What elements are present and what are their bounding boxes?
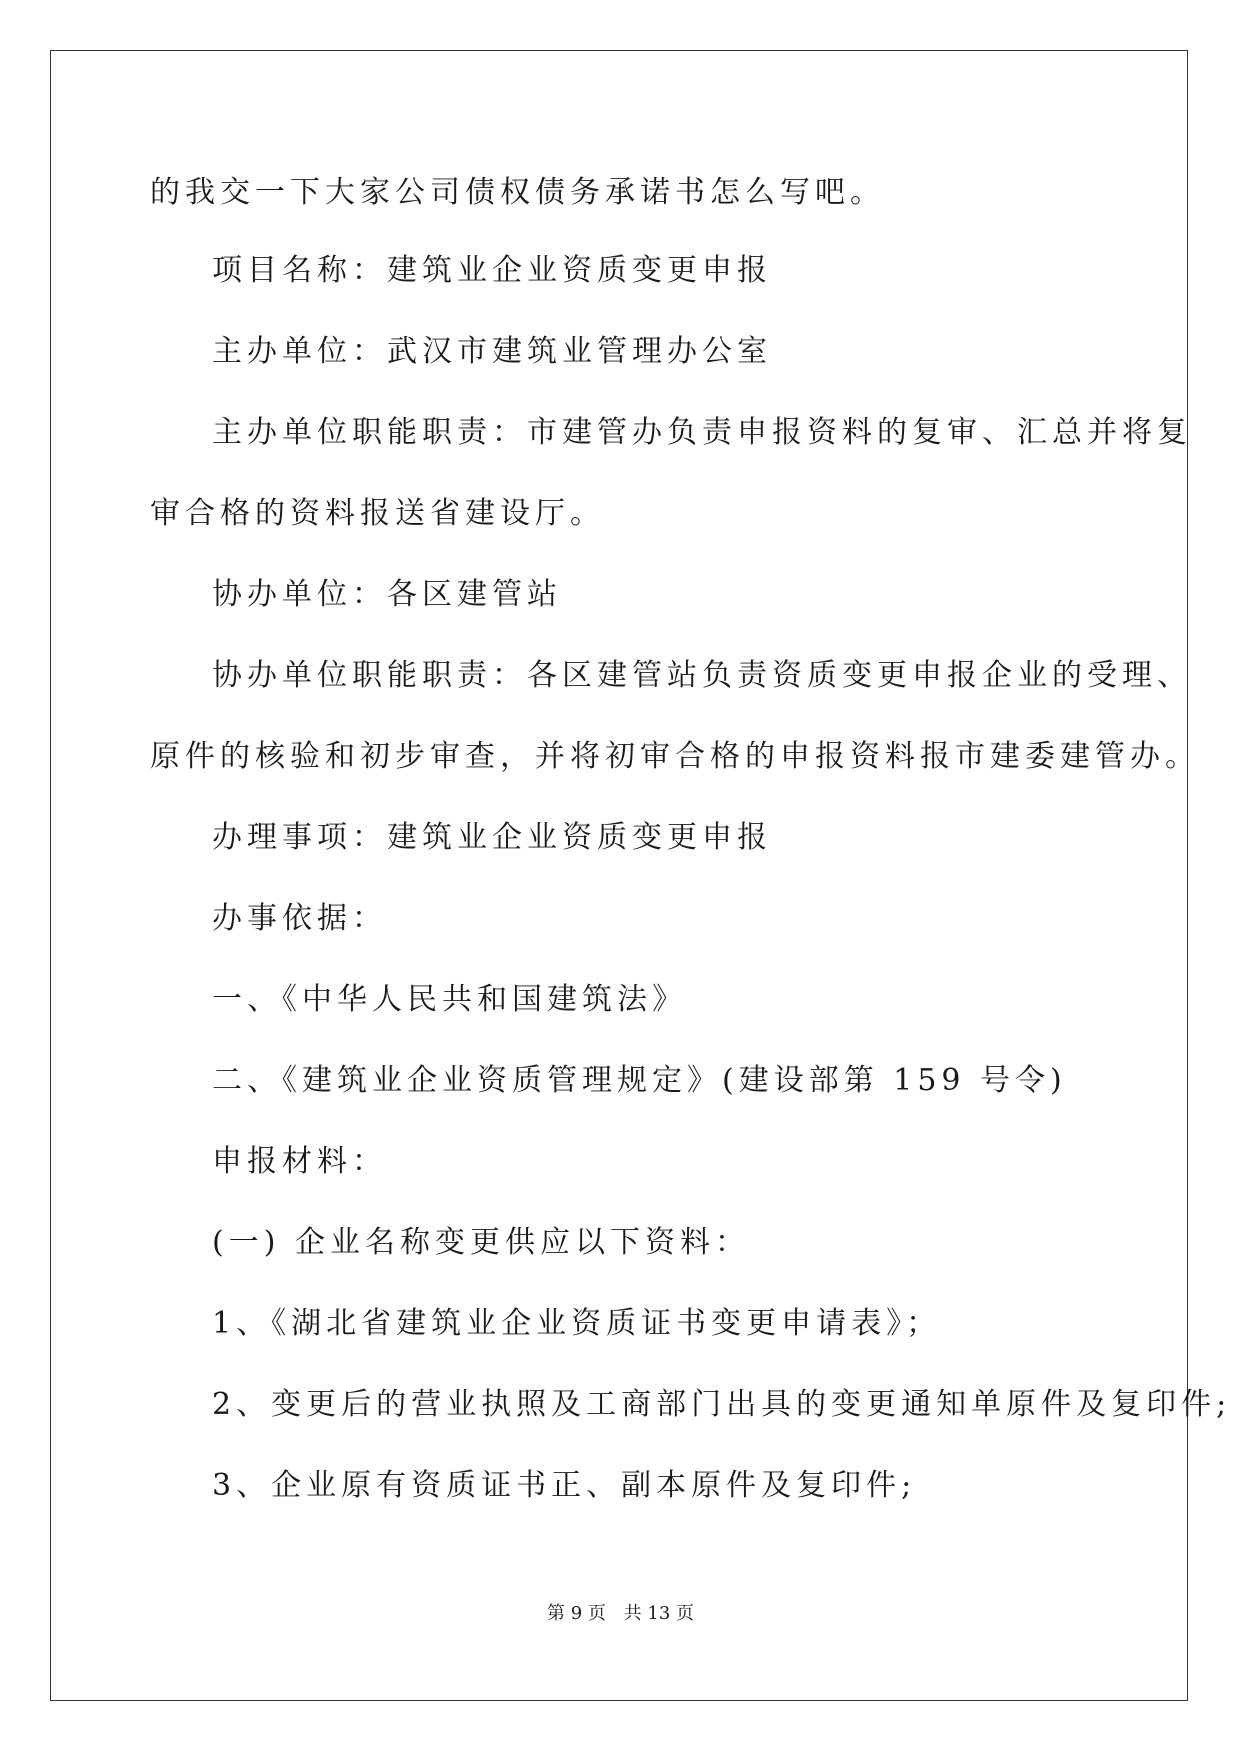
- paragraph-line: 申报材料：: [212, 1144, 387, 1179]
- paragraph-line: 审合格的资料报送省建设厅。: [150, 496, 605, 531]
- paragraph-line: 2、变更后的营业执照及工商部门出具的变更通知单原件及复印件;: [212, 1387, 1232, 1422]
- paragraph-line: 协办单位职能职责：各区建管站负责资质变更申报企业的受理、: [212, 658, 1192, 693]
- paragraph-line: 二、《建筑业企业资质管理规定》(建设部第 159 号令): [212, 1063, 1067, 1098]
- page-footer: [0, 1603, 1241, 1625]
- paragraph-line: 主办单位职能职责：市建管办负责申报资料的复审、汇总并将复: [212, 415, 1192, 450]
- page-number: 第 9 页: [547, 1603, 606, 1624]
- paragraph-line: (一) 企业名称变更供应以下资料：: [212, 1225, 750, 1260]
- page-border: [50, 50, 1188, 1701]
- paragraph-line: 办理事项：建筑业企业资质变更申报: [212, 820, 772, 855]
- paragraph-line: 一、《中华人民共和国建筑法》: [212, 982, 687, 1017]
- paragraph-line: 协办单位：各区建管站: [212, 577, 562, 612]
- page-total: 共 13 页: [623, 1603, 694, 1624]
- paragraph-line: 1、《湖北省建筑业企业资质证书变更申请表》；: [212, 1306, 942, 1341]
- paragraph-line: 办事依据：: [212, 901, 387, 936]
- paragraph-line: 项目名称：建筑业企业资质变更申报: [212, 253, 772, 288]
- paragraph-line: 主办单位：武汉市建筑业管理办公室: [212, 334, 772, 369]
- paragraph-line: 3、企业原有资质证书正、副本原件及复印件;: [212, 1468, 917, 1503]
- paragraph-line: 的我交一下大家公司债权债务承诺书怎么写吧。: [150, 175, 885, 210]
- paragraph-line: 原件的核验和初步审查，并将初审合格的申报资料报市建委建管办。: [150, 739, 1200, 774]
